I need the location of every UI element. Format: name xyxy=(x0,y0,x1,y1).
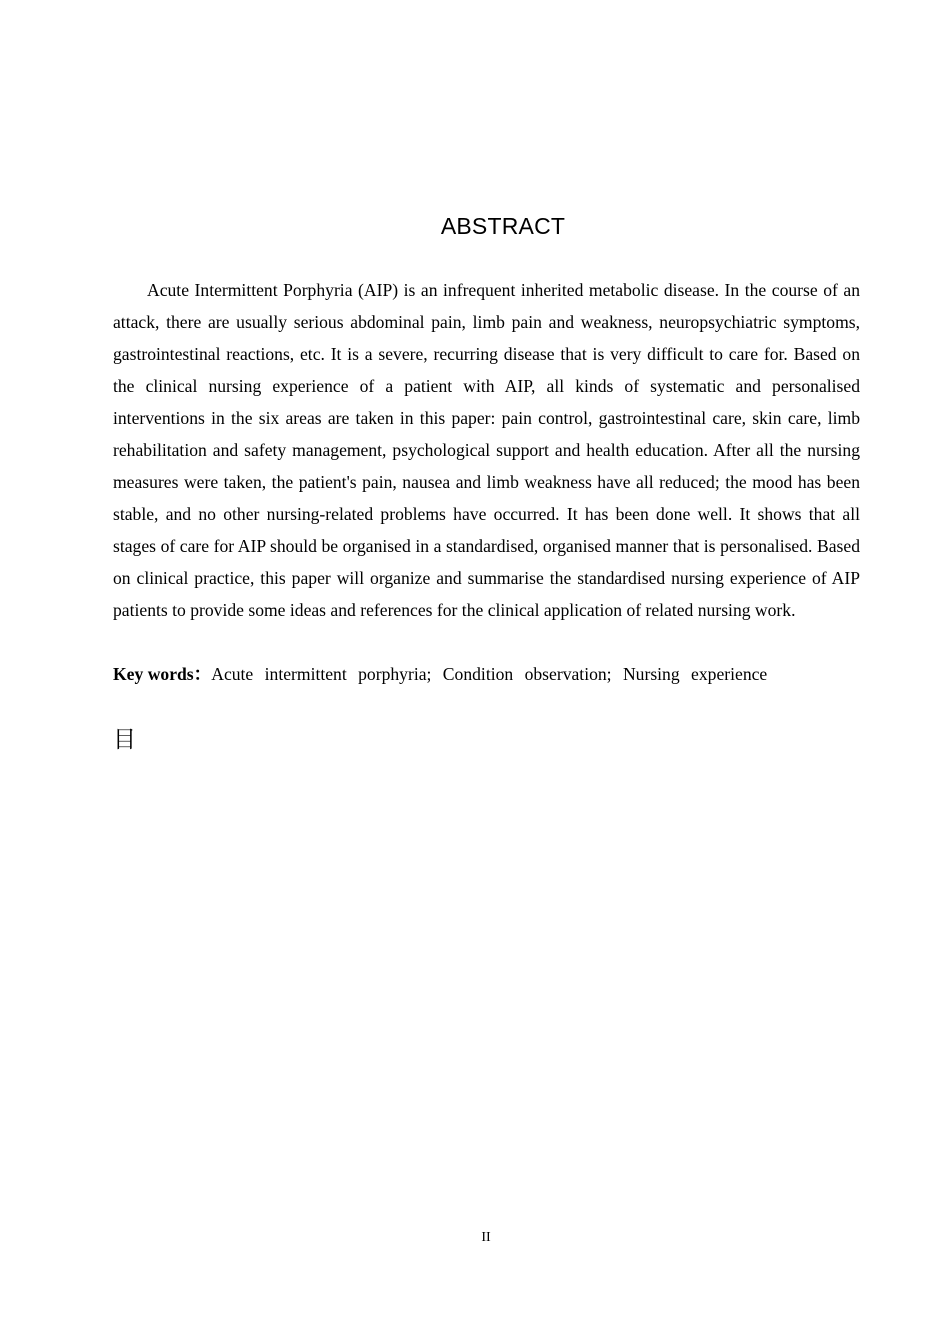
keywords-value: Acute intermittent porphyria; Condition observation; Nursing experience xyxy=(211,664,768,684)
page-number: II xyxy=(481,1230,491,1245)
abstract-body: Acute Intermittent Porphyria (AIP) is an infrequent inherited metabolic disease. In the course of an attack, there are usually serious abdominal pain, limb pain and weakness, neuropsychiatric symptoms, gastrointestinal reactions, etc. It is a severe, recurring disease that is very difficult to care for. Based on the clinical nursing experience of a patient with AIP, all kinds of systematic and personalised interventions in the six areas are taken in this paper: pain control, gastrointestinal care, skin care, limb rehabilitation and safety management, psychological support and health education. After all the nursing measures were taken, the patient's pain, nausea and limb weakness have all reduced; the mood has been stable, and no other nursing-related problems have occurred. It has been done well. It shows that all stages of care for AIP should be organised in a standardised, organised manner that is personalised. Based on clinical practice, this paper will organize and summarise the standardised nursing experience of AIP patients to provide some ideas and references for the clinical application of related nursing work. xyxy=(113,280,860,620)
keywords-label: Key words： xyxy=(113,664,212,684)
abstract-title: ABSTRACT xyxy=(440,213,566,239)
toc-heading: 目 xyxy=(113,727,136,753)
keywords-line xyxy=(113,658,860,690)
